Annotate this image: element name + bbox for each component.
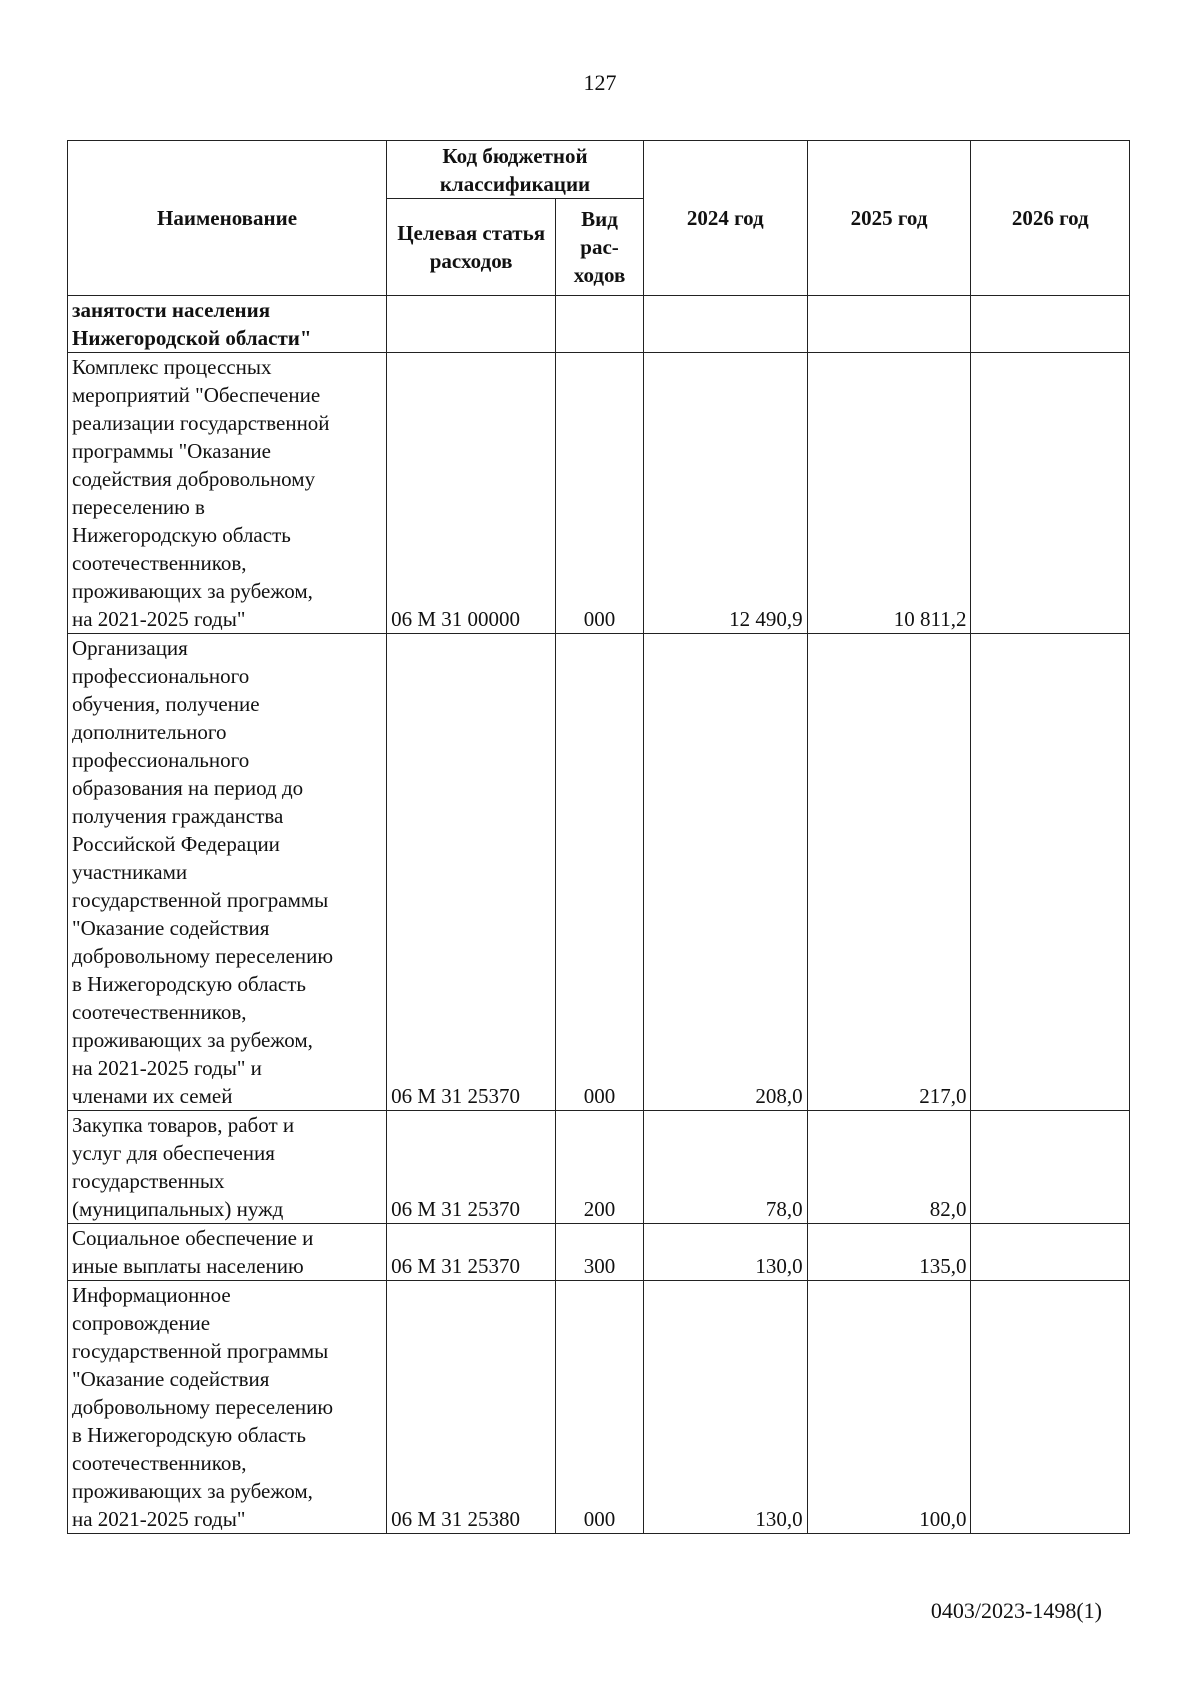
page-number: 127: [583, 70, 617, 95]
table-row: [68, 296, 1130, 353]
expense-kind: [556, 296, 644, 353]
table-row: [68, 1224, 1130, 1281]
amount-2026: [971, 1281, 1130, 1534]
row-name: Комплекс процессных мероприятий "Обеспечение реализации государственной программы "Оказание содействия добровольному переселению в Нижегородскую область соотечественников, проживающих за рубежом, на 2021-2025 годы": [68, 353, 387, 634]
table-row: [68, 634, 1130, 1111]
row-name: занятости населения Нижегородской области": [68, 296, 387, 353]
table-row: [68, 1111, 1130, 1224]
table-header: [68, 141, 1130, 296]
row-name: Социальное обеспечение и иные выплаты населению: [68, 1224, 387, 1281]
header-kind: Вид рас-ходов: [556, 199, 644, 296]
target-code: 06 М 31 00000: [387, 353, 556, 634]
header-2026: 2026 год: [971, 141, 1130, 296]
budget-table: [67, 140, 1130, 1534]
amount-2025: 217,0: [807, 634, 971, 1111]
expense-kind: 000: [556, 353, 644, 634]
amount-2025: 82,0: [807, 1111, 971, 1224]
amount-2024: 208,0: [643, 634, 807, 1111]
table-body: [68, 296, 1130, 1534]
header-target: Целевая статья расходов: [387, 199, 556, 296]
target-code: 06 М 31 25380: [387, 1281, 556, 1534]
amount-2026: [971, 634, 1130, 1111]
expense-kind: 300: [556, 1224, 644, 1281]
amount-2026: [971, 296, 1130, 353]
amount-2026: [971, 1224, 1130, 1281]
expense-kind: 200: [556, 1111, 644, 1224]
amount-2024: 12 490,9: [643, 353, 807, 634]
target-code: [387, 296, 556, 353]
amount-2026: [971, 353, 1130, 634]
header-2024: 2024 год: [643, 141, 807, 296]
amount-2024: [643, 296, 807, 353]
amount-2025: 135,0: [807, 1224, 971, 1281]
amount-2024: 130,0: [643, 1281, 807, 1534]
row-name: Закупка товаров, работ и услуг для обеспечения государственных (муниципальных) нужд: [68, 1111, 387, 1224]
row-name: Информационное сопровождение государственной программы "Оказание содействия добровольному переселению в Нижегородскую область соотечественников, проживающих за рубежом, на 2021-2025 годы": [68, 1281, 387, 1534]
expense-kind: 000: [556, 1281, 644, 1534]
amount-2025: 100,0: [807, 1281, 971, 1534]
expense-kind: 000: [556, 634, 644, 1111]
table-row: [68, 1281, 1130, 1534]
target-code: 06 М 31 25370: [387, 634, 556, 1111]
document-code: 0403/2023-1498(1): [930, 1598, 1102, 1623]
target-code: 06 М 31 25370: [387, 1224, 556, 1281]
target-code: 06 М 31 25370: [387, 1111, 556, 1224]
table-row: [68, 353, 1130, 634]
header-name: Наименование: [68, 141, 387, 296]
amount-2024: 78,0: [643, 1111, 807, 1224]
row-name: Организация профессионального обучения, получение дополнительного профессионального образования на период до получения гражданства Российской Федерации участниками государственной программы "Оказание содействия добровольному переселению в Нижегородскую область соотечественников, проживающих за рубежом, на 2021-2025 годы" и членами их семей: [68, 634, 387, 1111]
amount-2026: [971, 1111, 1130, 1224]
amount-2025: [807, 296, 971, 353]
amount-2025: 10 811,2: [807, 353, 971, 634]
amount-2024: 130,0: [643, 1224, 807, 1281]
header-kbk: Код бюджетной классификации: [387, 141, 644, 199]
header-2025: 2025 год: [807, 141, 971, 296]
